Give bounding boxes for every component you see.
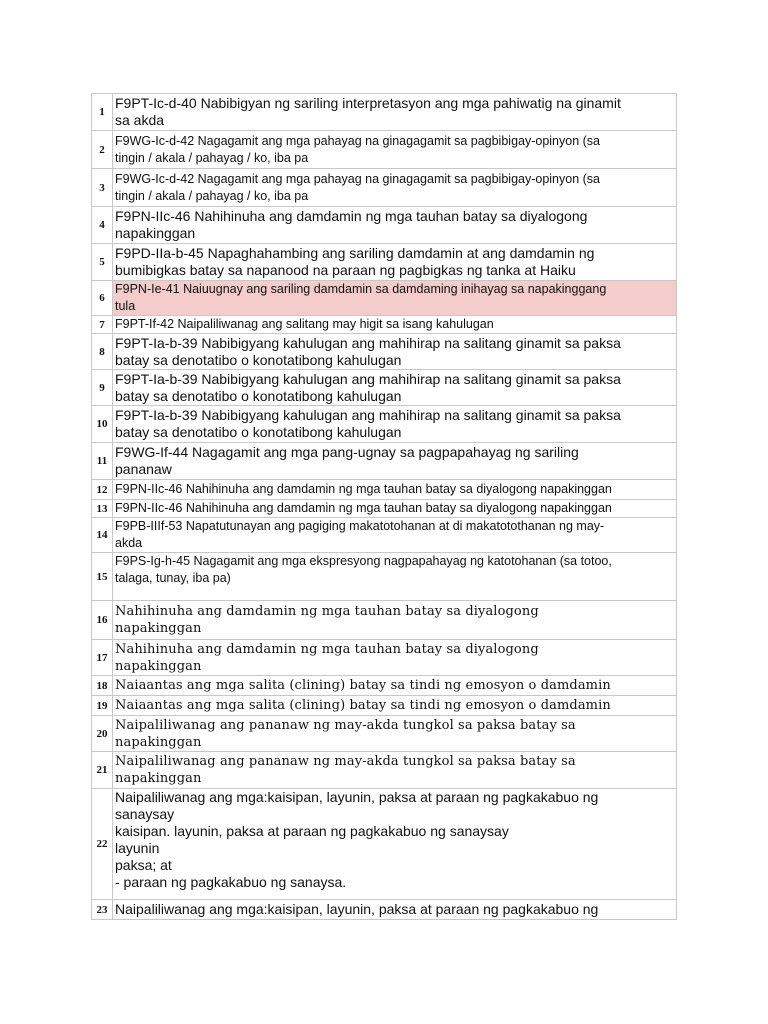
table-row [92, 131, 677, 169]
competency-text-line: talaga, tunay, iba pa) [115, 571, 231, 585]
table-row [92, 518, 677, 553]
table-row [92, 207, 677, 244]
competency-text-line: pananaw [115, 461, 172, 477]
row-number: 18 [92, 676, 113, 696]
table-row [92, 406, 677, 443]
competency-text-line: batay sa denotatibo o konotatibong kahulugan [115, 424, 402, 440]
competency-text [113, 131, 677, 169]
row-number: 19 [92, 696, 113, 716]
competency-text [113, 752, 677, 789]
competency-text-line: F9PT-If-42 Naipaliliwanag ang salitang may higit sa isang kahulugan [115, 317, 494, 331]
competency-text-line: F9PN-Ie-41 Naiuugnay ang sariling damdamin sa damdaming inihayag sa napakinggang [115, 282, 607, 296]
table-row [92, 752, 677, 789]
table-row [92, 716, 677, 752]
table-row [92, 244, 677, 281]
table-row [92, 640, 677, 676]
row-number: 3 [92, 169, 113, 207]
table-row [92, 676, 677, 696]
table-row [92, 553, 677, 601]
competency-text [113, 443, 677, 480]
competency-text-line: tingin / akala / pahayag / ko, iba pa [115, 150, 309, 165]
competency-text-line: F9PT-Ia-b-39 Nabibigyang kahulugan ang mahihirap na salitang ginamit sa paksa [115, 370, 621, 387]
competency-text [113, 553, 677, 601]
table-row [92, 281, 677, 316]
competency-text-line: napakinggan [115, 734, 202, 750]
competency-text-line: napakinggan [115, 771, 202, 786]
row-number: 8 [92, 334, 113, 370]
competency-text-line: Naipaliliwanag ang pananaw ng may-akda tungkol sa paksa batay sa [115, 754, 576, 769]
competency-text [113, 716, 677, 752]
competency-text-line: F9PN-IIc-46 Nahihinuha ang damdamin ng mga tauhan batay sa diyalogong [115, 208, 588, 224]
competency-text-line: - paraan ng pagkakabuo ng sanaysa. [115, 874, 347, 890]
table-row [92, 789, 677, 900]
competency-text [113, 169, 677, 207]
table-row [92, 443, 677, 480]
competency-text-line: Naipaliliwanag ang mga:kaisipan, layunin, paksa at paraan ng pagkakabuo ng [115, 789, 599, 805]
competency-text-line: F9PN-IIc-46 Nahihinuha ang damdamin ng mga tauhan batay sa diyalogong napakinggan [115, 482, 612, 496]
competency-text [113, 316, 677, 334]
competency-text-line: F9PB-IIIf-53 Napatutunayan ang pagiging makatotohanan at di makatotothanan ng may- [115, 519, 605, 533]
competency-text [113, 406, 677, 443]
competency-text-line: napakinggan [115, 621, 202, 636]
competency-text-line: kaisipan. layunin, paksa at paraan ng pagkakabuo ng sanaysay [115, 823, 509, 839]
competency-text-line: paksa; at [115, 857, 172, 873]
competency-text-line: sanaysay [115, 806, 175, 822]
competency-text-line: F9PD-IIa-b-45 Napaghahambing ang sariling damdamin at ang damdamin ng [115, 245, 595, 261]
row-number: 12 [92, 480, 113, 500]
competency-text [113, 334, 677, 370]
competency-text [113, 696, 677, 716]
competency-text-line: F9WG-Ic-d-42 Nagagamit ang mga pahayag na ginagagamit sa pagbibigay-opinyon (sa [115, 171, 601, 186]
competency-text-line: F9PT-Ia-b-39 Nabibigyang kahulugan ang mahihirap na salitang ginamit sa paksa [115, 407, 621, 423]
competency-table-wrapper [91, 93, 677, 920]
competency-text-line: tingin / akala / pahayag / ko, iba pa [115, 188, 309, 203]
row-number: 15 [92, 553, 113, 601]
row-number: 2 [92, 131, 113, 169]
competency-text-line: Nahihinuha ang damdamin ng mga tauhan batay sa diyalogong [115, 641, 539, 657]
row-number: 17 [92, 640, 113, 676]
table-row [92, 169, 677, 207]
competency-text-line: layunin [115, 840, 160, 856]
competency-text-line: batay sa denotatibo o konotatibong kahulugan [115, 387, 402, 404]
competency-text-line: F9PN-IIc-46 Nahihinuha ang damdamin ng mga tauhan batay sa diyalogong napakinggan [115, 501, 612, 515]
table-row [92, 480, 677, 500]
competency-text [113, 900, 677, 920]
competency-text [113, 244, 677, 281]
competency-text-line: akda [115, 536, 143, 550]
competency-text-line: F9WG-If-44 Nagagamit ang mga pang-ugnay sa pagpapahayag ng sariling [115, 444, 579, 460]
competency-text [113, 500, 677, 518]
competency-text-line: F9PT-Ic-d-40 Nabibigyan ng sariling interpretasyon ang mga pahiwatig na ginamit [115, 95, 621, 111]
row-number: 11 [92, 443, 113, 480]
row-number: 21 [92, 752, 113, 789]
competency-text-line: napakinggan [115, 658, 202, 674]
competency-text [113, 281, 677, 316]
table-row [92, 316, 677, 334]
competency-text [113, 518, 677, 553]
row-number: 5 [92, 244, 113, 281]
competency-text [113, 480, 677, 500]
competency-text-line: F9WG-Ic-d-42 Nagagamit ang mga pahayag na ginagagamit sa pagbibigay-opinyon (sa [115, 133, 601, 148]
table-row [92, 696, 677, 716]
competency-text-line: Naiaantas ang mga salita (clining) batay sa tindi ng emosyon o damdamin [115, 698, 611, 713]
table-row [92, 370, 677, 406]
competency-text [113, 94, 677, 131]
row-number: 20 [92, 716, 113, 752]
competency-text [113, 370, 677, 406]
competency-text-line: F9PT-Ia-b-39 Nabibigyang kahulugan ang mahihirap na salitang ginamit sa paksa [115, 334, 621, 351]
row-number: 22 [92, 789, 113, 900]
competency-text [113, 789, 677, 900]
row-number: 13 [92, 500, 113, 518]
competency-text [113, 601, 677, 640]
competency-text-line: batay sa denotatibo o konotatibong kahulugan [115, 351, 402, 368]
competency-text-line: tula [115, 299, 136, 313]
row-number: 4 [92, 207, 113, 244]
row-number: 14 [92, 518, 113, 553]
competency-text [113, 207, 677, 244]
competency-table [91, 93, 677, 920]
competency-text-line: Naipaliliwanag ang mga:kaisipan, layunin, paksa at paraan ng pagkakabuo ng [115, 901, 599, 917]
table-row [92, 900, 677, 920]
competency-text-line: Naiaantas ang mga salita (clining) batay sa tindi ng emosyon o damdamin [115, 678, 611, 693]
row-number: 16 [92, 601, 113, 640]
table-row [92, 334, 677, 370]
row-number: 6 [92, 281, 113, 316]
competency-text-line: napakinggan [115, 225, 196, 241]
table-row [92, 601, 677, 640]
competency-text-line: sa akda [115, 112, 165, 128]
row-number: 10 [92, 406, 113, 443]
competency-text [113, 640, 677, 676]
competency-text-line: bumibigkas batay sa napanood na paraan ng pagbigkas ng tanka at Haiku [115, 262, 576, 278]
row-number: 9 [92, 370, 113, 406]
row-number: 23 [92, 900, 113, 920]
table-row [92, 94, 677, 131]
competency-text-line: F9PS-Ig-h-45 Nagagamit ang mga ekspresyong nagpapahayag ng katotohanan (sa totoo, [115, 554, 612, 568]
competency-text-line: Nahihinuha ang damdamin ng mga tauhan batay sa diyalogong [115, 604, 539, 619]
competency-table-body [92, 94, 677, 920]
row-number: 1 [92, 94, 113, 131]
table-row [92, 500, 677, 518]
competency-text-line: Naipaliliwanag ang pananaw ng may-akda tungkol sa paksa batay sa [115, 717, 576, 733]
competency-text [113, 676, 677, 696]
row-number: 7 [92, 316, 113, 334]
